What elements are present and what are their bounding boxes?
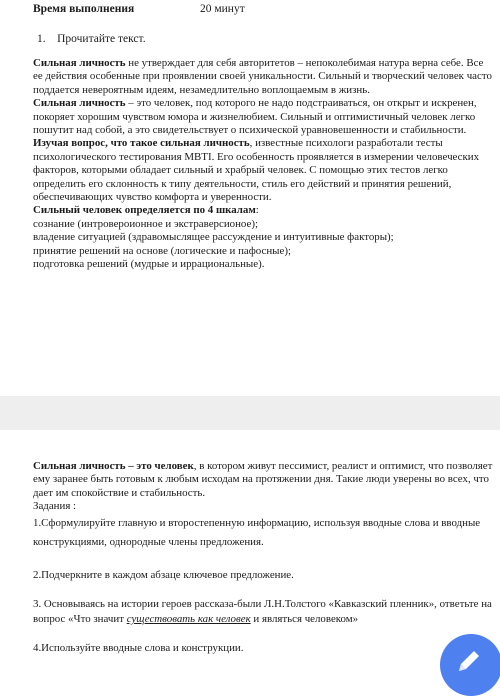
page-separator [0,396,500,430]
paragraph-3-bold: Изучая вопрос, что такое сильная личность [33,137,250,150]
scale-item: подготовка решений (мудрые и иррациональные). [33,258,265,271]
article-text [33,57,495,272]
assignment-3-after: и являться человеком» [250,613,359,625]
paragraph-1-bold: Сильная личность [33,57,126,69]
time-value: 20 минут [200,3,245,15]
paragraph-3 [33,137,495,204]
assignment-4-text: 4.Используйте вводные слова и конструкции. [33,642,244,654]
assignment-3-text [33,597,495,627]
intro-bold: Сильная личность – это человек [33,460,194,472]
paragraph-1 [33,57,495,97]
assignment-1 [33,514,495,552]
scale-item: владение ситуацией (здравомыслящее рассуждение и интуитивные факторы); [33,231,394,244]
assignments-heading: Задания : [33,500,77,513]
assignment-2 [33,569,495,582]
paragraph-2-bold: Сильная личность [33,97,126,110]
assignment-3-italic: существовать как человек [126,613,251,625]
task-text: Прочитайте текст. [57,33,146,45]
assignment-4 [33,642,495,655]
intro-paragraph [33,460,495,500]
edit-button[interactable] [440,634,500,696]
pencil-icon [454,646,484,676]
paragraph-1-text: не утверждает для себя авторитетов – непоколебимая натура верна себе. Все ее действия особенные при проявлении своей уникальности. Сильный и творческий человек часто поддается невероятным идеям, незамедлительно воплощаемым в жизнь. [33,57,492,96]
time-label: Время выполнения [33,3,135,15]
assignment-3 [33,597,495,627]
paragraph-2 [33,97,495,137]
paragraph-3-text: , известные психологи разработали тесты психологического тестирования MBTI. Его особенность проявляется в измерении человеческих факторов, которыми обладает сильный и храбрый человек. С помощью этих тестов легко определить его склонность к типу деятельности, стиль его действий и принятия решений, обеспечивающих чувство комфорта и уверенности. [33,137,480,204]
second-page-intro [33,460,495,514]
scale-item: сознание (интровероионное и экстраверсионое); [33,217,258,230]
task-instruction [37,33,146,46]
scales-heading-colon: : [255,204,259,217]
scales-heading-bold: Сильный человек определяется по 4 шкалам [33,204,256,217]
task-number: 1. [37,33,46,45]
scales-heading [33,204,495,217]
assignment-3-before: 3. Основываясь на истории героев рассказа-были Л.Н.Толстого «Кавказский пленник», ответьте на вопрос «Что значит [33,598,492,625]
scale-item: принятие решений на основе (логические и пафосные); [33,244,291,257]
paragraph-2-text: – это человек, под которого не надо подстраиваться, он открыт и искренен, покоряет хорошим чувством юмора и жизнелюбием. Сильный и оптимистичный человек легко пошутит над собой, а это свидетельствует о психической уравновешенности и стабильности. [33,97,477,137]
assignment-1-text: 1.Сформулируйте главную и второстепенную информацию, используя вводные слова и вводные конструкциями, однородные члены предложения. [33,517,481,548]
assignment-2-text: 2.Подчеркните в каждом абзаце ключевое предложение. [33,569,294,581]
intro-text: , в котором живут пессимист, реалист и оптимист, что позволяет ему заранее быть готовым к любым исходам на протяжении дня. Такие люди уверены во всех, что дает им спокойствие и стабильность. [33,460,493,499]
